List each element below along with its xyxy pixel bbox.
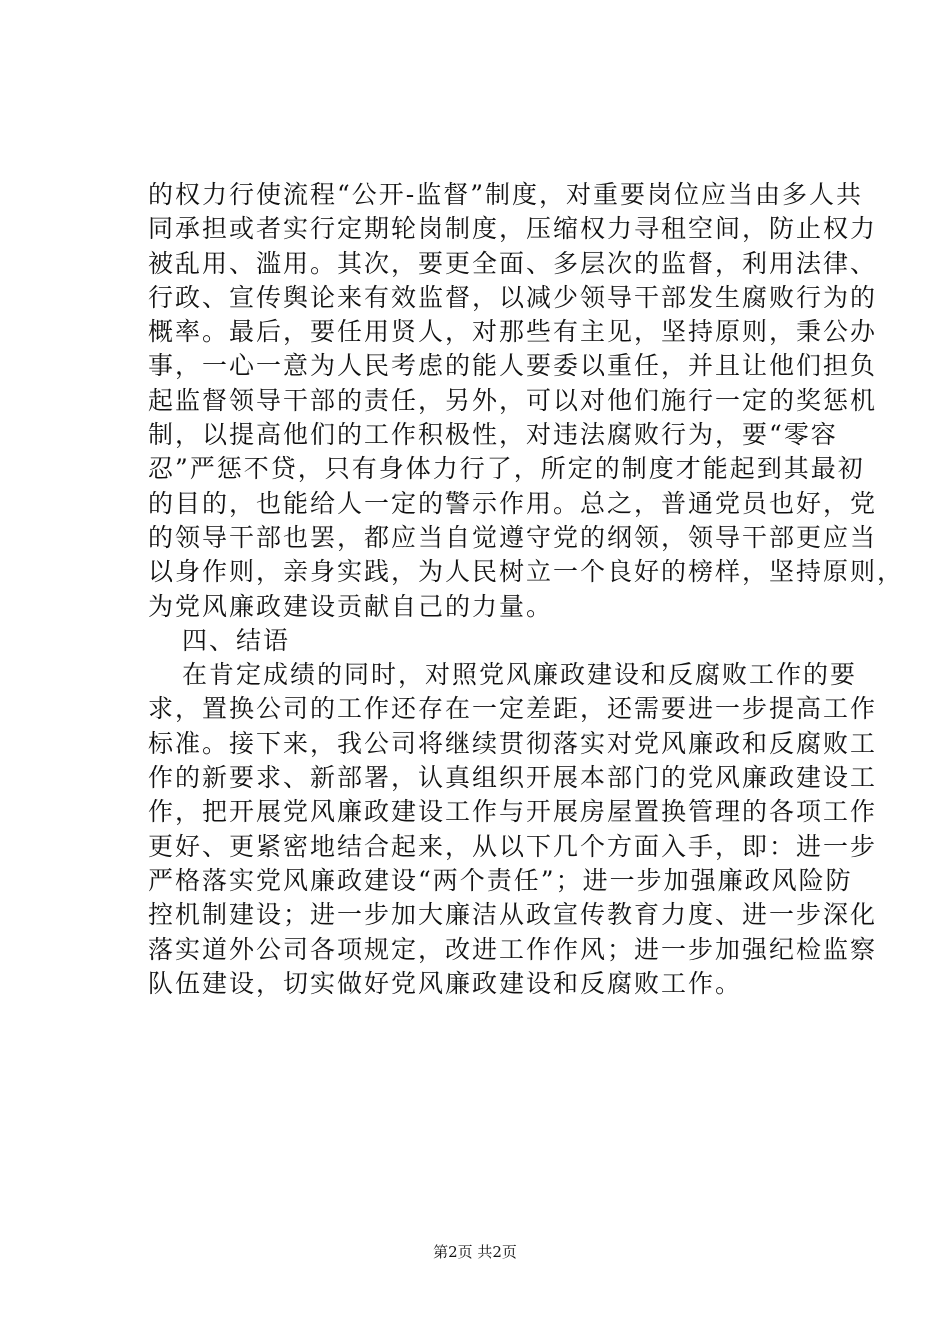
text-line: 的领导干部也罢，都应当自觉遵守党的纲领，领导干部更应当 xyxy=(148,522,878,552)
text-line: 制，以提高他们的工作积极性，对违法腐败行为，要“零容 xyxy=(148,420,838,450)
text-line: 求，置换公司的工作还存在一定差距，还需要进一步提高工作 xyxy=(148,694,878,724)
text-line: 标准。接下来，我公司将继续贯彻落实对党风廉政和反腐败工 xyxy=(148,728,878,758)
text-line: 的目的，也能给人一定的警示作用。总之，普通党员也好，党 xyxy=(148,488,878,518)
text-line: 行政、宣传舆论来有效监督，以减少领导干部发生腐败行为的 xyxy=(148,282,878,312)
text-line: 忍”严惩不贷，只有身体力行了，所定的制度才能起到其最初 xyxy=(148,454,865,484)
text-line: 在肯定成绩的同时，对照党风廉政建设和反腐败工作的要 xyxy=(182,660,858,690)
text-line: 概率。最后，要任用贤人，对那些有主见，坚持原则，秉公办 xyxy=(148,317,878,347)
text-line: 更好、更紧密地结合起来，从以下几个方面入手，即：进一步 xyxy=(148,831,878,861)
text-line: 的权力行使流程“公开-监督”制度，对重要岗位应当由多人共 xyxy=(148,180,864,209)
text-line: 严格落实党风廉政建设“两个责任”；进一步加强廉政风险防 xyxy=(148,865,853,895)
text-line: 作的新要求、新部署，认真组织开展本部门的党风廉政建设工 xyxy=(148,763,878,793)
text-line: 控机制建设；进一步加大廉洁从政宣传教育力度、进一步深化 xyxy=(148,900,878,930)
text-line: 事，一心一意为人民考虑的能人要委以重任，并且让他们担负 xyxy=(148,351,878,381)
text-line: 以身作则，亲身实践，为人民树立一个良好的榜样，坚持原则， xyxy=(148,557,905,587)
text-line: 起监督领导干部的责任，另外，可以对他们施行一定的奖惩机 xyxy=(148,385,878,415)
text-line: 同承担或者实行定期轮岗制度，压缩权力寻租空间，防止权力 xyxy=(148,214,878,244)
body-text xyxy=(148,178,905,1001)
section-heading: 四、结语 xyxy=(182,625,291,655)
text-line: 为党风廉政建设贡献自己的力量。 xyxy=(148,591,554,621)
text-line: 落实道外公司各项规定，改进工作作风；进一步加强纪检监察 xyxy=(148,934,878,964)
text-line: 队伍建设，切实做好党风廉政建设和反腐败工作。 xyxy=(148,968,743,998)
text-line: 被乱用、滥用。其次，要更全面、多层次的监督，利用法律、 xyxy=(148,248,878,278)
page-number-footer: 第2页 共2页 xyxy=(433,1243,517,1261)
text-line: 作，把开展党风廉政建设工作与开展房屋置换管理的各项工作 xyxy=(148,797,878,827)
